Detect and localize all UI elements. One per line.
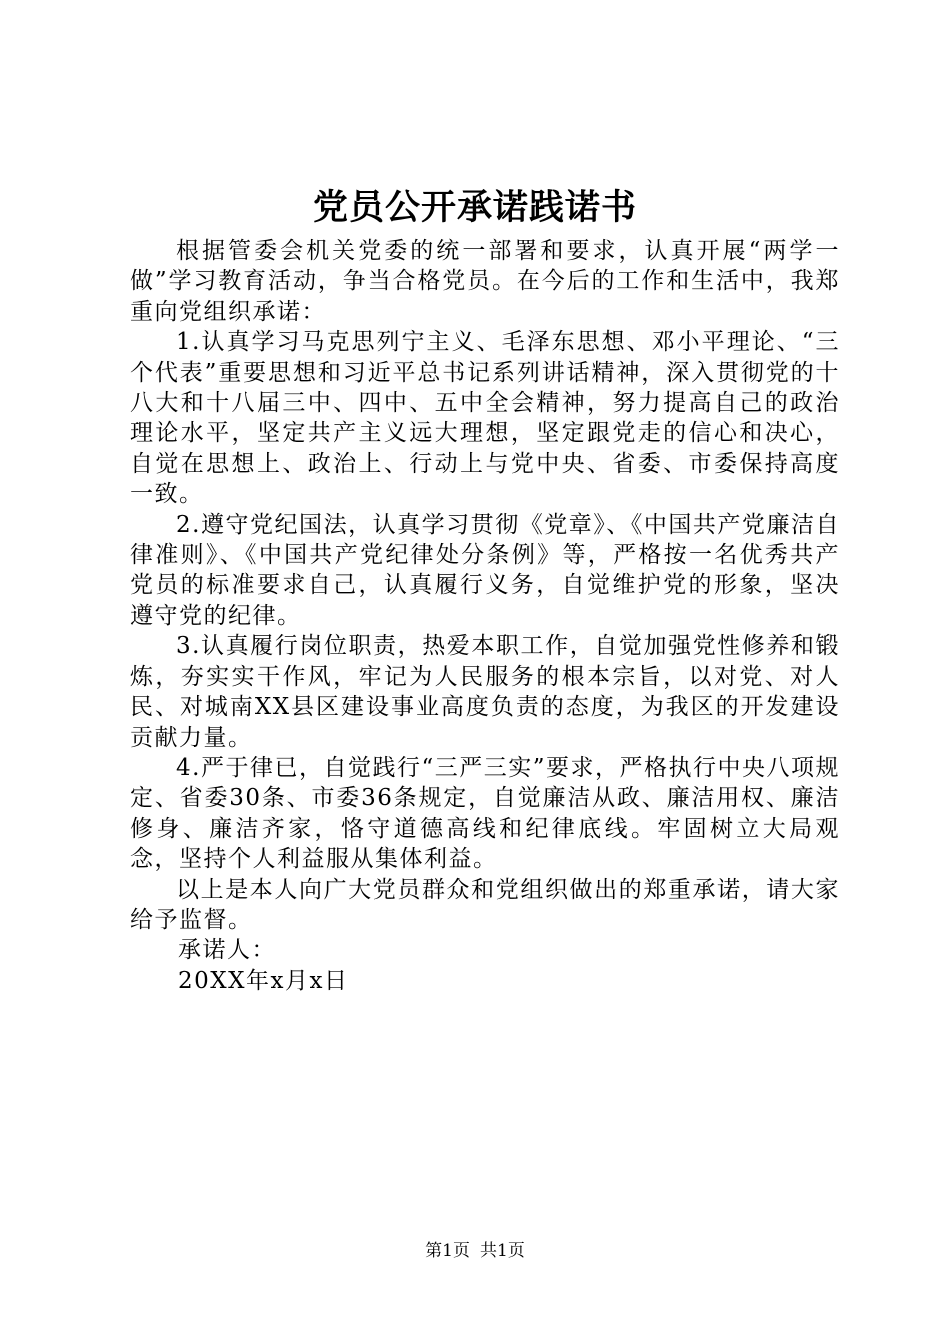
closing-paragraph: 以上是本人向广大党员群众和党组织做出的郑重承诺，请大家给予监督。	[130, 876, 840, 933]
document-body	[130, 236, 840, 996]
commitment-item-3: 3.认真履行岗位职责，热爱本职工作，自觉加强党性修养和锻炼，夯实实干作风，牢记为人民服务的根本宗旨，以对党、对人民、对城南XX县区建设事业高度负责的态度，为我区的开发建设贡献力量。	[130, 633, 840, 751]
commitment-item-4: 4.严于律已，自觉践行“三严三实”要求，严格执行中央八项规定、省委30条、市委36条规定，自觉廉洁从政、廉洁用权、廉洁修身、廉洁齐家，恪守道德高线和纪律底线。牢固树立大局观念，坚持个人利益服从集体利益。	[130, 754, 840, 873]
commitment-item-1: 1.认真学习马克思列宁主义、毛泽东思想、邓小平理论、“三个代表”重要思想和习近平总书记系列讲话精神，深入贯彻党的十八大和十八届三中、四中、五中全会精神，努力提高自己的政治理论水平，坚定共产主义远大理想，坚定跟党走的信心和决心，自觉在思想上、政治上、行动上与党中央、省委、市委保持高度一致。	[130, 329, 840, 508]
page-number: 第1页	[425, 1241, 470, 1261]
commitment-item-2: 2.遵守党纪国法，认真学习贯彻《党章》、《中国共产党廉洁自律准则》、《中国共产党纪律处分条例》等，严格按一名优秀共产党员的标准要求自己，认真履行义务，自觉维护党的形象，坚决遵守党的纪律。	[130, 511, 840, 629]
signer-label: 承诺人：	[178, 937, 276, 964]
page-footer	[0, 1240, 950, 1262]
document-title: 党员公开承诺践诺书	[312, 187, 637, 228]
document-date: 20XX年x月x日	[178, 967, 349, 994]
page-total: 共1页	[480, 1241, 525, 1261]
intro-paragraph: 根据管委会机关党委的统一部署和要求，认真开展“两学一做”学习教育活动，争当合格党员。在今后的工作和生活中，我郑重向党组织承诺：	[130, 238, 840, 325]
